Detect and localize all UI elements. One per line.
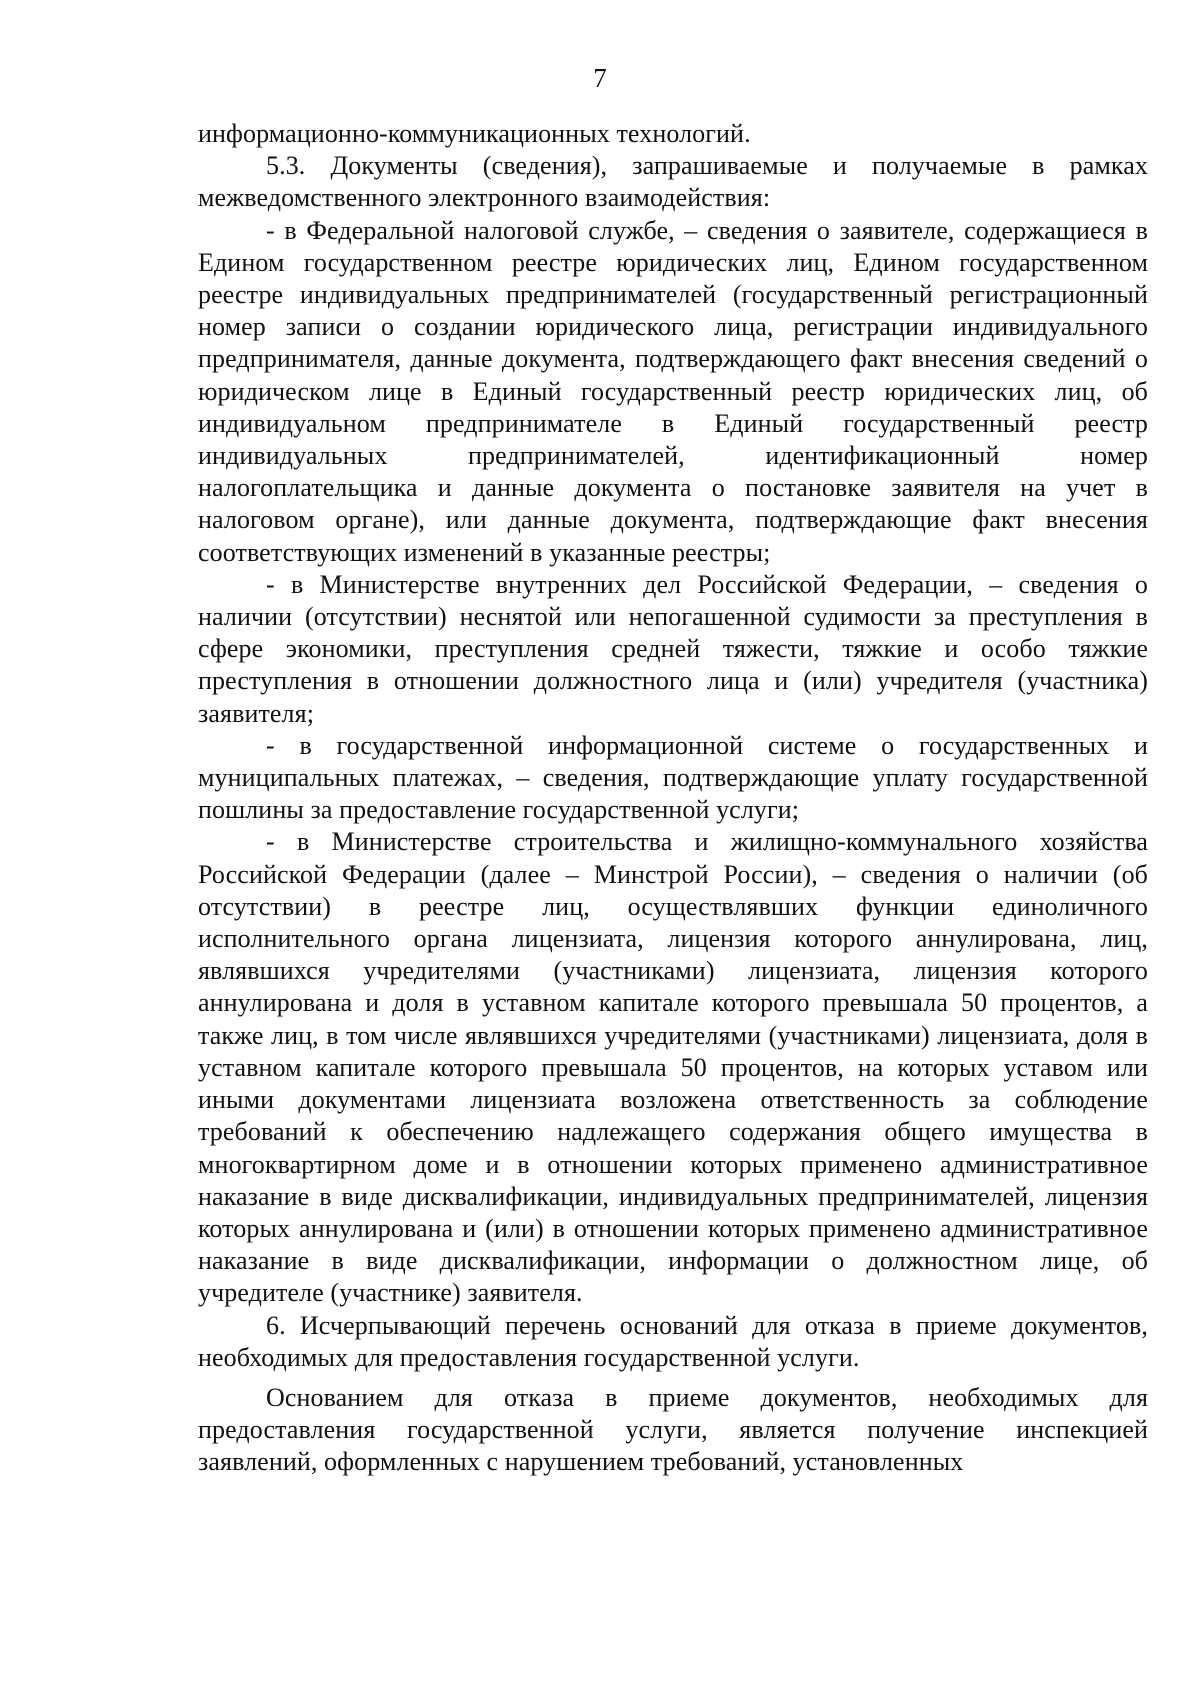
paragraph-mvd-item: - в Министерстве внутренних дел Российской Федерации, – сведения о наличии (отсутствии) неснятой или непогашенной судимости за преступления в сфере экономики, преступления средней тяжести, тяжкие и особо тяжкие преступления в отношении должностного лица и (или) учредителя (участника) заявителя; [198,569,1148,728]
paragraph-gis-gmp-item: - в государственной информационной системе о государственных и муниципальных платежах, – сведения, подтверждающие уплату государственной пошлины за предоставление государственной услуги; [198,730,1148,825]
paragraph-fns-item: - в Федеральной налоговой службе, – сведения о заявителе, содержащиеся в Едином государственном реестре юридических лиц, Едином государственном реестре индивидуальных предпринимателей (государственный регистрационный номер записи о создании юридического лица, регистрации индивидуального предпринимателя, данные документа, подтверждающего факт внесения сведений о юридическом лице в Единый государственный реестр юридических лиц, об индивидуальном предпринимателе в Единый государственный реестр индивидуальных предпринимателей, идентификационный номер налогоплательщика и данные документа о постановке заявителя на учет в налоговом органе), или данные документа, подтверждающие факт внесения соответствующих изменений в указанные реестры; [198,215,1148,567]
paragraph-section-5-3: 5.3. Документы (сведения), запрашиваемые и получаемые в рамках межведомственного электронного взаимодействия: [198,151,1148,213]
paragraph-minstroy-item: - в Министерстве строительства и жилищно-коммунального хозяйства Российской Федерации (далее – Минстрой России), – сведения о наличии (об отсутствии) в реестре лиц, осуществлявших функции единоличного исполнительного органа лицензиата, лицензия которого аннулирована, лиц, являвшихся учредителями (участниками) лицензиата, лицензия которого аннулирована и доля в уставном капитале которого превышала 50 процентов, а также лиц, в том числе являвшихся учредителями (участниками) лицензиата, доля в уставном капитале которого превышала 50 процентов, на которых уставом или иными документами лицензиата возложена ответственность за соблюдение требований к обеспечению надлежащего содержания общего имущества в многоквартирном доме и в отношении которых применено административное наказание в виде дисквалификации, индивидуальных предпринимателей, лицензия которых аннулирована и (или) в отношении которых применено административное наказание в виде дисквалификации, информации о должностном лице, об учредителе (участнике) заявителя. [198,827,1148,1308]
paragraph-section-6-heading: 6. Исчерпывающий перечень оснований для отказа в приеме документов, необходимых для предоставления государственной услуги. [198,1310,1148,1372]
paragraph-refusal-grounds: Основанием для отказа в приеме документов, необходимых для предоставления государственной услуги, является получение инспекцией заявлений, оформленных с нарушением требований, установленных [198,1382,1148,1477]
document-body [198,118,1148,1479]
paragraph-continuation: информационно-коммуникационных технологий. [198,119,751,148]
page-number: 7 [593,63,607,93]
